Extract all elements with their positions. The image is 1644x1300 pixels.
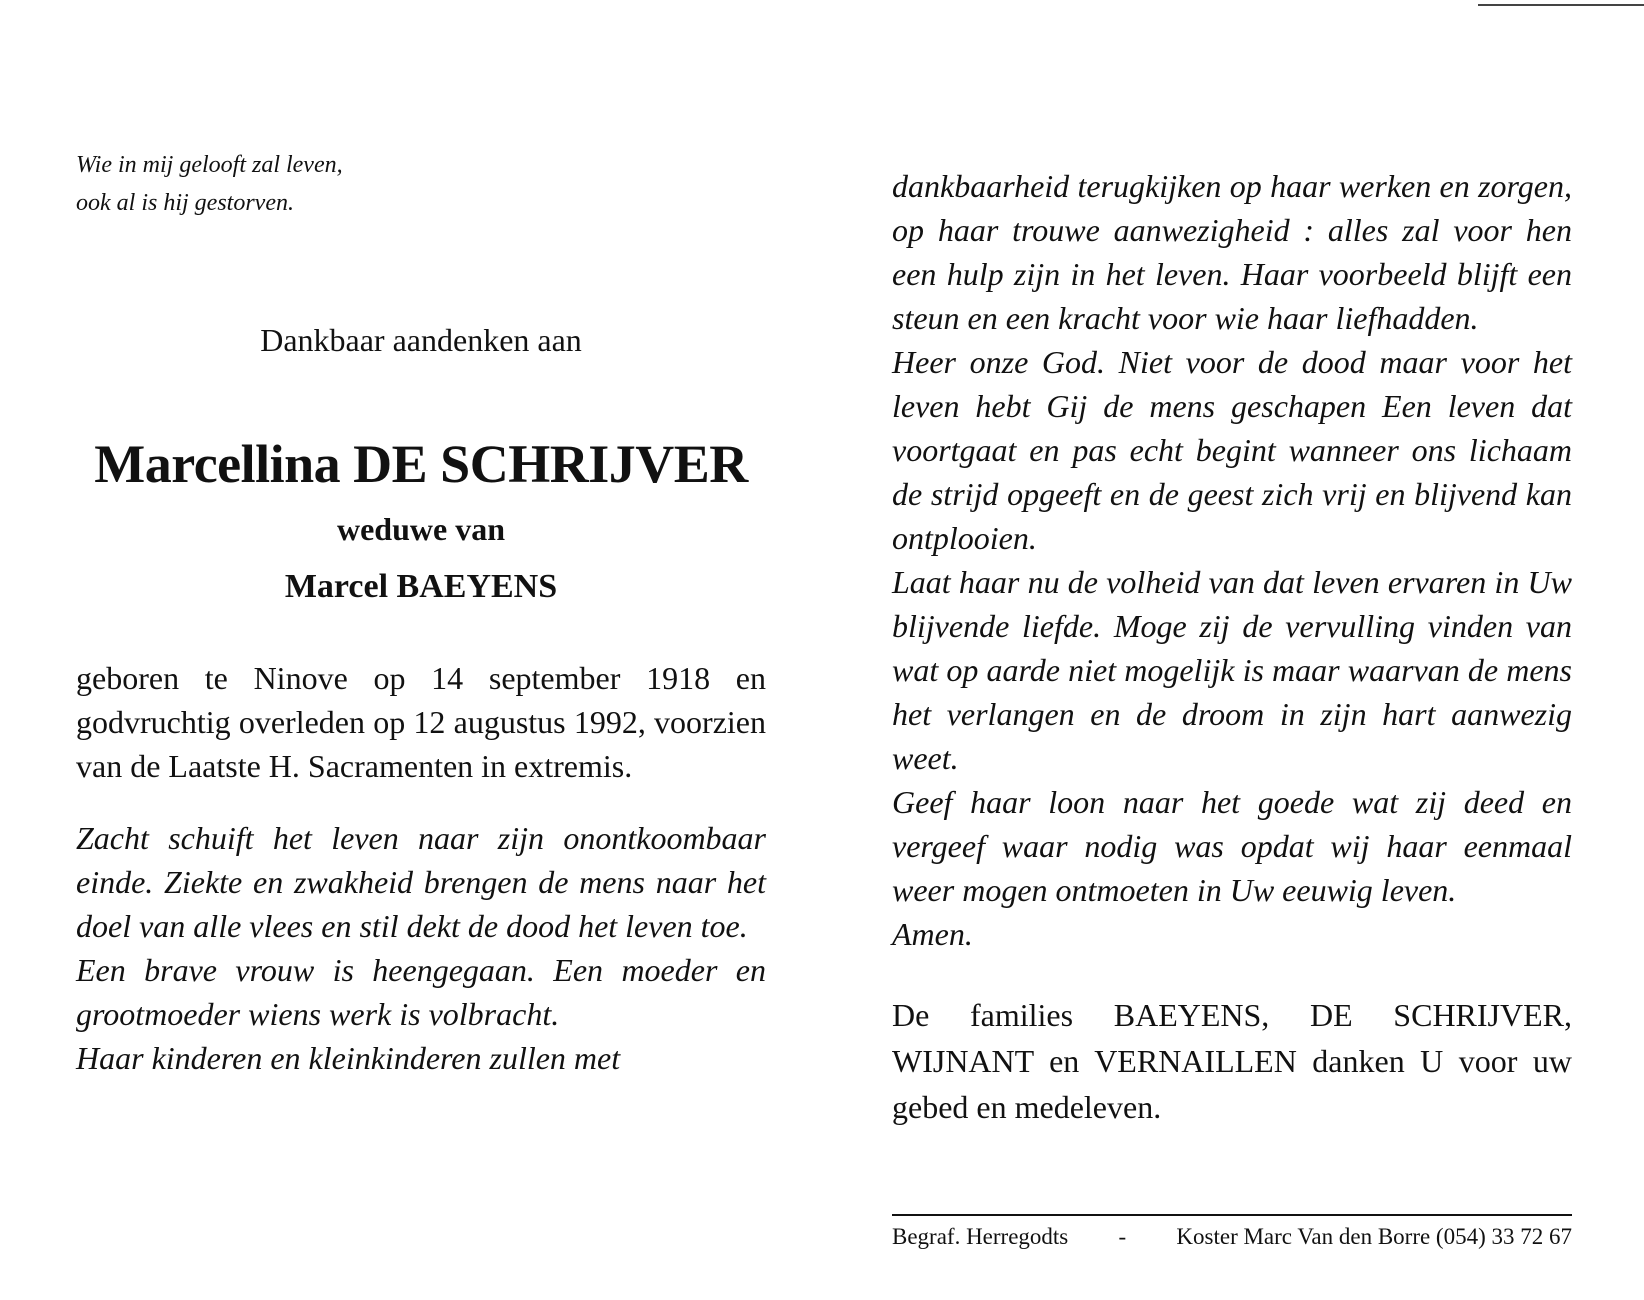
sexton-contact: Koster Marc Van den Borre (054) 33 72 67 — [1176, 1224, 1572, 1249]
prayer-paragraph: Laat haar nu de volheid van dat leven ervaren in Uw blijvende liefde. Moge zij de vervulling vinden van wat op aarde niet mogelijk is maar waarvan de mens het verlangen en de droom in zijn hart aanwezig weet. — [892, 564, 1572, 776]
right-column — [892, 164, 1572, 1130]
undertaker: Begraf. Herregodts — [892, 1224, 1069, 1249]
left-column — [76, 146, 766, 1080]
prayer-paragraph: Een brave vrouw is heengegaan. Een moeder en grootmoeder wiens werk is volbracht. — [76, 952, 766, 1032]
family-thanks: De families BAEYENS, DE SCHRIJVER, WIJNANT en VERNAILLEN danken U voor uw gebed en medeleven. — [892, 997, 1572, 1125]
spouse-name: Marcel BAEYENS — [284, 568, 558, 605]
footer-separator: - — [1118, 1224, 1127, 1249]
prayer-paragraph: Geef haar loon naar het goede wat zij deed en vergeef waar nodig was opdat wij haar eenmaal weer mogen ontmoeten in Uw eeuwig leven. — [892, 784, 1572, 908]
edge-line — [1478, 4, 1644, 6]
epigraph-line: ook al is hij gestorven. — [76, 190, 294, 216]
prayer-paragraph: Haar kinderen en kleinkinderen zullen met — [76, 1040, 621, 1076]
dedication: Dankbaar aandenken aan — [260, 322, 582, 358]
relation-label: weduwe van — [336, 511, 505, 547]
prayer-paragraph: Amen. — [892, 916, 973, 952]
prayer-paragraph: Heer onze God. Niet voor de dood maar voor het leven hebt Gij de mens geschapen Een leven dat voortgaat en pas echt begint wanneer ons lichaam de strijd opgeeft en de geest zich vrij en blijvend kan ontplooien. — [892, 344, 1572, 556]
deceased-name: Marcellina DE SCHRIJVER — [94, 434, 748, 494]
footer-rule — [892, 1214, 1572, 1216]
prayer-paragraph: Zacht schuift het leven naar zijn onontkoombaar einde. Ziekte en zwakheid brengen de mens naar het doel van alle vlees en stil dekt de dood het leven toe. — [76, 820, 766, 944]
epigraph — [76, 146, 766, 222]
prayer-paragraph: dankbaarheid terugkijken op haar werken en zorgen, op haar trouwe aanwezigheid : alles zal voor hen een hulp zijn in het leven. Haar voorbeeld blijft een steun en een kracht voor wie haar liefhadden. — [892, 168, 1572, 336]
footer — [892, 1224, 1572, 1250]
epigraph-line: Wie in mij gelooft zal leven, — [76, 152, 343, 178]
biography: geboren te Ninove op 14 september 1918 en godvruchtig overleden op 12 augustus 1992, voorzien van de Laatste H. Sacramenten in extremis. — [76, 660, 766, 784]
